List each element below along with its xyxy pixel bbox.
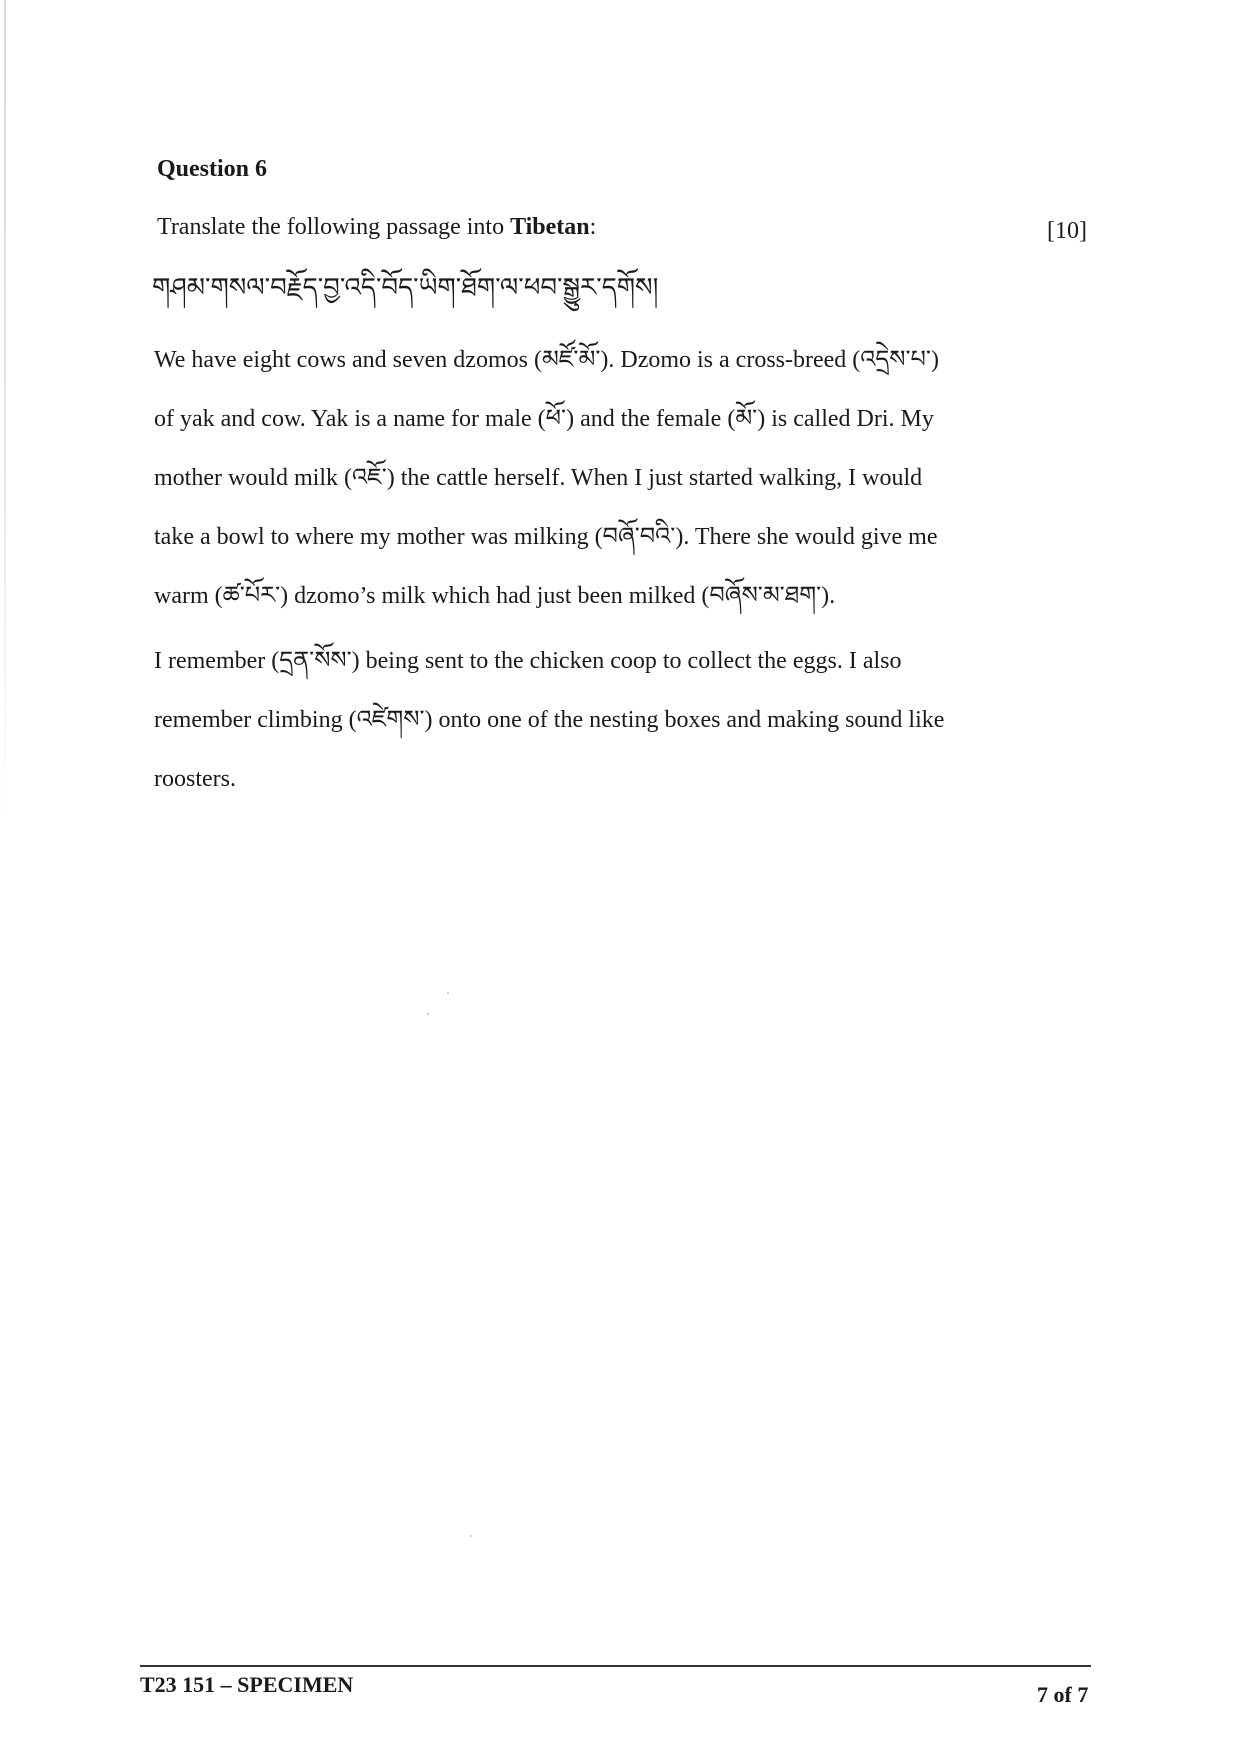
passage-line: mother would milk (འཇོ་) the cattle herself. When I just started walking, I would [154,465,923,491]
instruction-prefix: Translate the following passage into [157,214,511,240]
instruction-language: Tibetan [510,214,590,240]
scan-speck [447,992,449,994]
scan-speck [470,1535,472,1537]
paper-code: T23 151 – SPECIMEN [140,1672,354,1697]
passage-paragraph-2 [154,632,984,809]
scan-edge [4,0,6,820]
passage-line: of yak and cow. Yak is a name for male (ཕོ་) and the female (མོ་) is called Dri. My [154,406,934,432]
instruction [157,212,596,242]
passage-line: roosters. [154,766,236,792]
instruction-suffix: : [589,214,597,240]
passage-line: I remember (དྲན་སོས་) being sent to the chicken coop to collect the eggs. I also [154,648,902,674]
passage-line: We have eight cows and seven dzomos (མཛོ་མོ་). Dzomo is a cross-breed (འདྲེས་པ་) [154,347,939,373]
passage-paragraph-1 [154,331,984,626]
passage-line: take a bowl to where my mother was milking (བཞོ་བའི་). There she would give me [154,524,938,550]
page-number: 7 of 7 [1037,1682,1089,1707]
footer-rule [140,1665,1091,1667]
passage-line: remember climbing (འཛེགས་) onto one of the nesting boxes and making sound like [154,707,945,733]
tibetan-instruction: གཤམ་གསལ་བརྗོད་བྱ་འདི་བོད་ཡིག་ཐོག་ལ་ཕབ་སྒྱུར་དགོས། [152,273,659,303]
scan-speck [427,1013,429,1015]
passage-line: warm (ཚ་པོར་) dzomo’s milk which had just been milked (བཞོས་མ་ཐག་). [154,583,836,609]
marks-label: [10] [1047,218,1087,244]
question-title: Question 6 [157,156,268,182]
